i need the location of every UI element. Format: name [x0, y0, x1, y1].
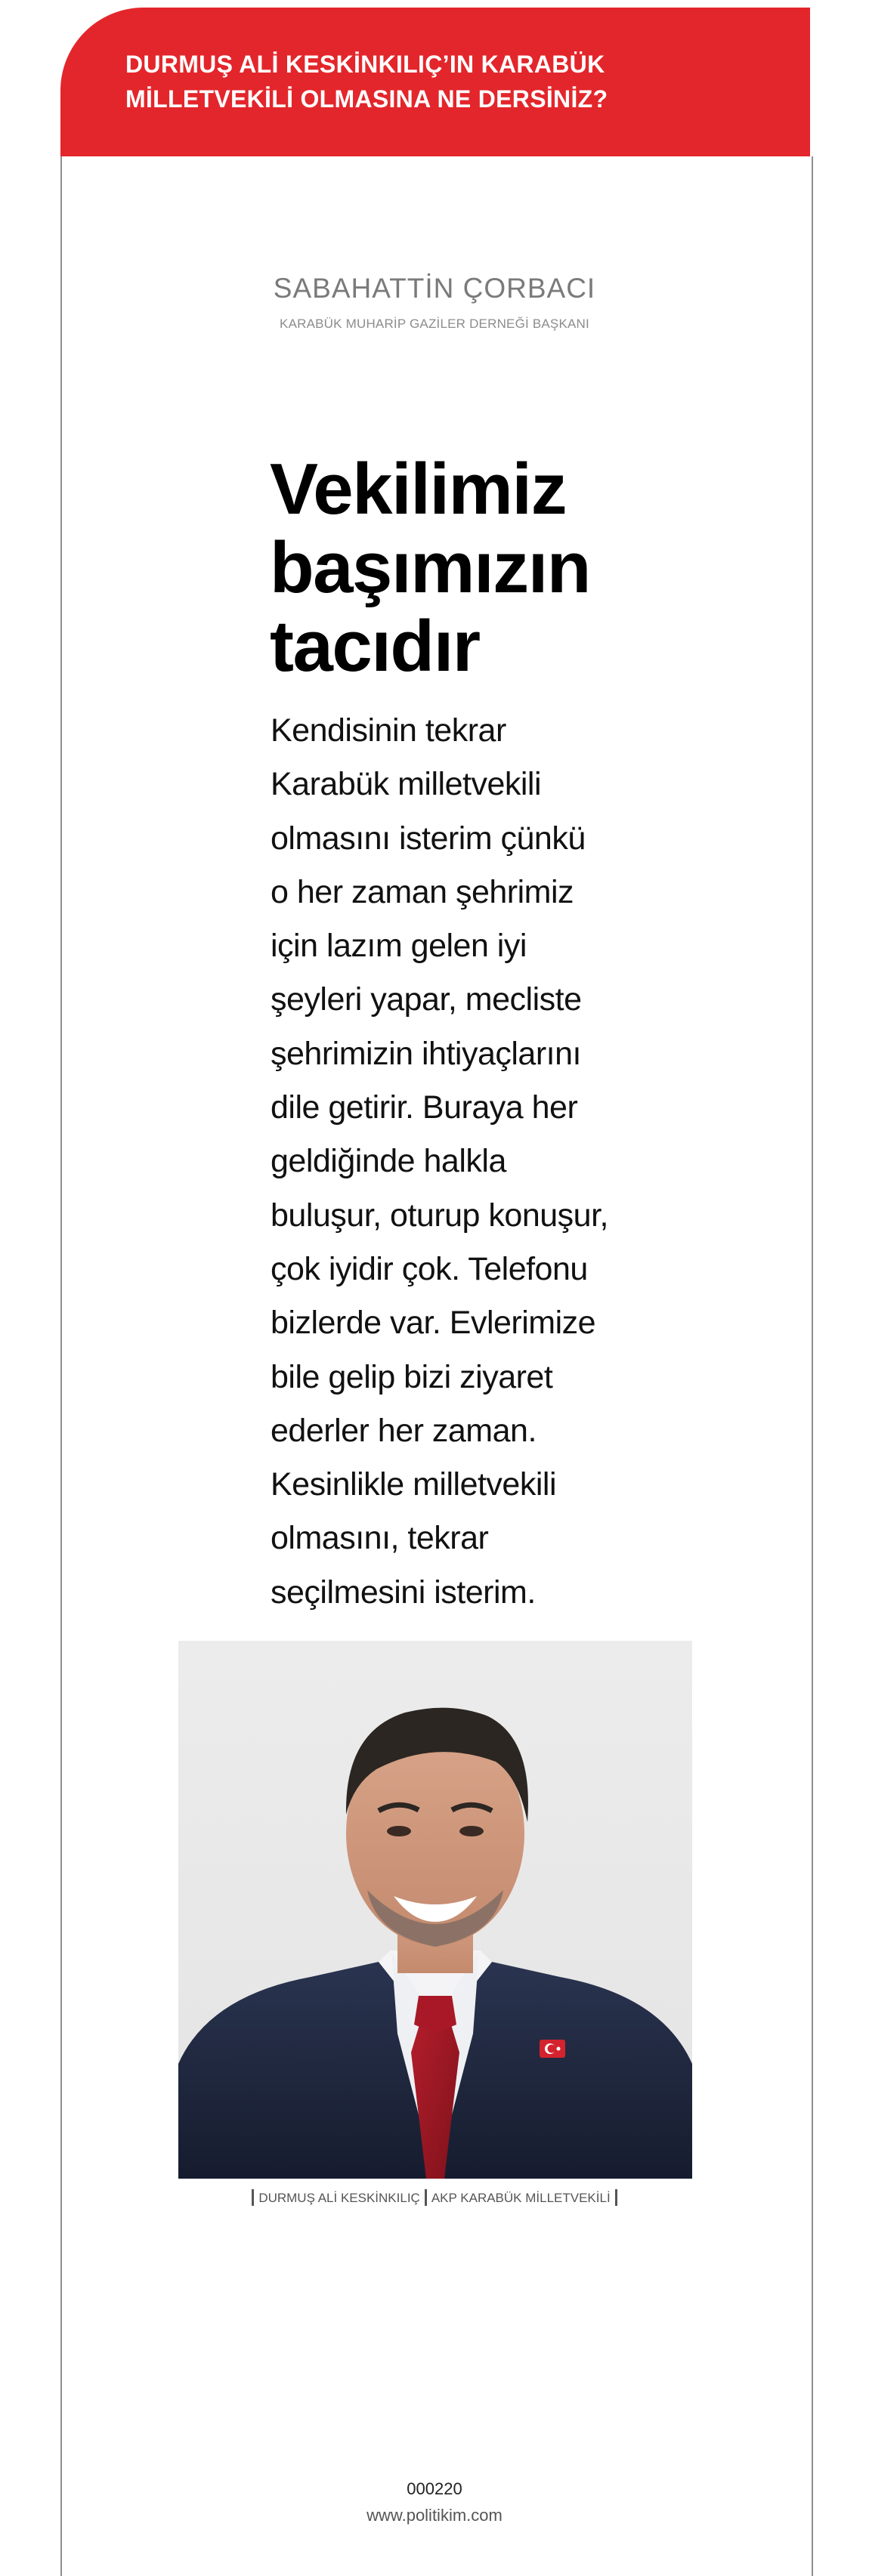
body-line: bile gelip bizi ziyaret: [271, 1358, 553, 1395]
headline-line-3: tacıdır: [270, 606, 480, 687]
body-line: o her zaman şehrimiz: [271, 873, 574, 910]
body-line: ederler her zaman.: [271, 1412, 537, 1449]
body-line: geldiğinde halkla: [271, 1143, 506, 1180]
photo-caption: [0, 2189, 869, 2207]
headline-line-2: başımızın: [270, 527, 590, 608]
banner-line-2: MİLLETVEKİLİ OLMASINA NE DERSİNİZ?: [125, 85, 608, 113]
author-title: KARABÜK MUHARİP GAZİLER DERNEĞİ BAŞKANI: [280, 317, 589, 331]
body-line: buluşur, oturup konuşur,: [271, 1197, 608, 1234]
ad-code: 000220: [407, 2479, 462, 2498]
body-line: için lazım gelen iyi: [271, 928, 527, 965]
body-line: Kesinlikle milletvekili: [271, 1466, 556, 1503]
caption-name: DURMUŞ ALİ KESKİNKILIÇ: [258, 2191, 420, 2205]
body-line: bizlerde var. Evlerimize: [271, 1305, 596, 1342]
caption-role: AKP KARABÜK MİLLETVEKİLİ: [431, 2191, 611, 2205]
author-name: SABAHATTİN ÇORBACI: [273, 273, 596, 304]
headline-line-1: Vekilimiz: [270, 449, 567, 530]
headline: [270, 450, 663, 686]
body-line: Kendisinin tekrar: [271, 712, 506, 749]
banner-line-1: DURMUŞ ALİ KESKİNKILIÇ’IN KARABÜK: [125, 51, 605, 78]
body-line: olmasını, tekrar: [271, 1520, 489, 1557]
article-body: [271, 704, 663, 1620]
body-line: seçilmesini isterim.: [271, 1574, 536, 1611]
frame-left-border: [60, 156, 62, 2576]
body-line: Karabük milletvekili: [271, 766, 542, 803]
portrait-photo: [178, 1641, 692, 2179]
caption-divider: [252, 2189, 254, 2206]
body-line: şeyleri yapar, mecliste: [271, 981, 582, 1018]
body-line: olmasını isterim çünkü: [271, 820, 586, 857]
caption-divider: [425, 2189, 427, 2206]
frame-right-border: [812, 156, 813, 2576]
website-link: www.politikim.com: [366, 2506, 503, 2525]
caption-divider: [615, 2189, 617, 2206]
body-line: dile getirir. Buraya her: [271, 1089, 578, 1126]
body-line: şehrimizin ihtiyaçlarını: [271, 1035, 581, 1072]
body-line: çok iyidir çok. Telefonu: [271, 1250, 588, 1287]
question-banner: [60, 8, 810, 156]
portrait-illustration: [178, 1641, 692, 2179]
flag-pin-icon: [540, 2040, 565, 2058]
